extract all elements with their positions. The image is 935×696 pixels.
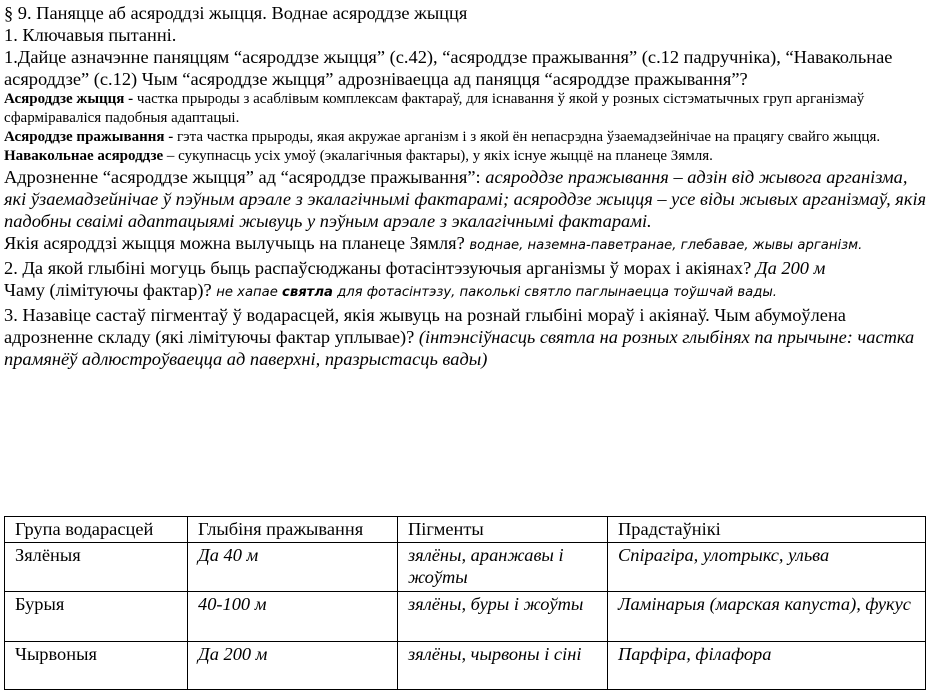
definition-surrounding-environment [4, 147, 932, 166]
definition-term: Асяроддзе жыцця - [4, 91, 134, 107]
table-header-cell: Група водарасцей [5, 517, 188, 543]
environments-answer: воднае, наземна-паветранае, глебавае, жывы арганізм. [469, 238, 863, 253]
definition-term: Навакольнае асяроддзе [4, 148, 164, 164]
environments-paragraph [4, 232, 932, 257]
table-row [5, 642, 926, 690]
why-paragraph [4, 279, 932, 304]
definition-habitat-of-life [4, 90, 932, 128]
q2-answer: Да 200 м [755, 258, 826, 278]
definition-living-environment [4, 128, 932, 147]
q2-paragraph [4, 257, 932, 279]
table-cell-representatives: Спірагіра, улотрыкс, ульва [608, 543, 926, 592]
definition-text: – сукупнасць усіх умоў (экалагічныя фактары), у якіх існуе жыццё на планеце Зямля. [163, 148, 713, 164]
why-answer-end: для фотасінтэзу, паколькі святло паглынаецца тоўшчай вады. [332, 285, 777, 300]
section-title: § 9. Паняцце аб асяроддзі жыцця. Воднае асяроддзе жыцця [4, 3, 468, 23]
definition-term: Асяроддзе пражывання - [4, 129, 174, 145]
difference-label: Адрозненне “асяроддзе жыцця” ад “асяроддзе пражывання”: [4, 167, 486, 187]
why-answer-keyword: святла [282, 285, 333, 300]
table-cell-depth: 40-100 м [188, 592, 398, 642]
table-cell-pigments: зялёны, аранжавы і жоўты [398, 543, 608, 592]
table-header-cell: Прадстаўнікі [608, 517, 926, 543]
q2-question: 2. Да якой глыбіні могуць быць распаўсюджаны фотасінтэзуючыя арганізмы ў морах і акіянах? [4, 258, 756, 278]
why-question: Чаму (лімітуючы фактар)? [4, 280, 217, 300]
table-header-cell: Глыбіня пражывання [188, 517, 398, 543]
q3-paragraph [4, 304, 932, 370]
definition-text: гэта частка прыроды, якая акружае арганізм і з якой ён непасрэдна ўзаемадзейнічае на працягу свайго жыцця. [173, 129, 881, 145]
table-cell-pigments: зялёны, буры і жоўты [398, 592, 608, 642]
q1-text: 1.Дайце азначэнне паняццям “асяроддзе жыцця” (с.42), “асяроддзе пражывання” (с.12 падручніка), “Навакольнае асяроддзе” (с.12) Чым “асяроддзе жыцця” адрозніваецца ад паняцця “асяроддзе пражывання”? [4, 47, 893, 89]
table-cell-representatives: Парфіра, філафора [608, 642, 926, 690]
q3-answer: (інтэнсіўнасць святла на розных глыбінях па прычыне: частка прамянёў адлюстроўваецца ад паверхні, празрыстасць вады) [4, 327, 915, 369]
q1-heading: 1. Ключавыя пытанні. [4, 25, 177, 45]
q3-question: 3. Назавіце састаў пігментаў ў водарасцей, якія жывуць на рознай глыбіні мораў і акіянаў. Чым абумоўлена адрозненне складу (які лімітуючы фактар уплывае)? [4, 305, 846, 347]
table-row [5, 592, 926, 642]
table-cell-pigments: зялёны, чырвоны і сіні [398, 642, 608, 690]
difference-paragraph [4, 166, 932, 232]
why-answer-start: не хапае [216, 285, 283, 300]
table-header-row [5, 517, 926, 543]
table-cell-group: Бурыя [5, 592, 188, 642]
table-cell-group: Чырвоныя [5, 642, 188, 690]
environments-question: Якія асяроддзі жыцця можна вылучыць на планеце Зямля? [4, 233, 470, 253]
document-page [4, 2, 932, 370]
table-header-cell: Пігменты [398, 517, 608, 543]
table-cell-representatives: Ламінарыя (марская капуста), фукус [608, 592, 926, 642]
table-cell-group: Зялёныя [5, 543, 188, 592]
definition-text: частка прыроды з асаблівым комплексам фактараў, для існавання ў якой у розных сістэматычных груп арганізмаў сфарміраваліся падобныя адаптацыі. [4, 91, 865, 126]
algae-table [4, 516, 926, 690]
table-cell-depth: Да 200 м [188, 642, 398, 690]
table-cell-depth: Да 40 м [188, 543, 398, 592]
difference-answer: асяроддзе пражывання – адзін від жывога арганізма, які ўзаемадзейнічае ў пэўным арэале з экалагічнымі фактарамі; асяроддзе жыцця – усе віды жывых арганізмаў, якія падобны сваімі адаптацыямі жывуць у пэўным арэале з экалагічнымі фактарамі. [4, 167, 927, 231]
table-row [5, 543, 926, 592]
